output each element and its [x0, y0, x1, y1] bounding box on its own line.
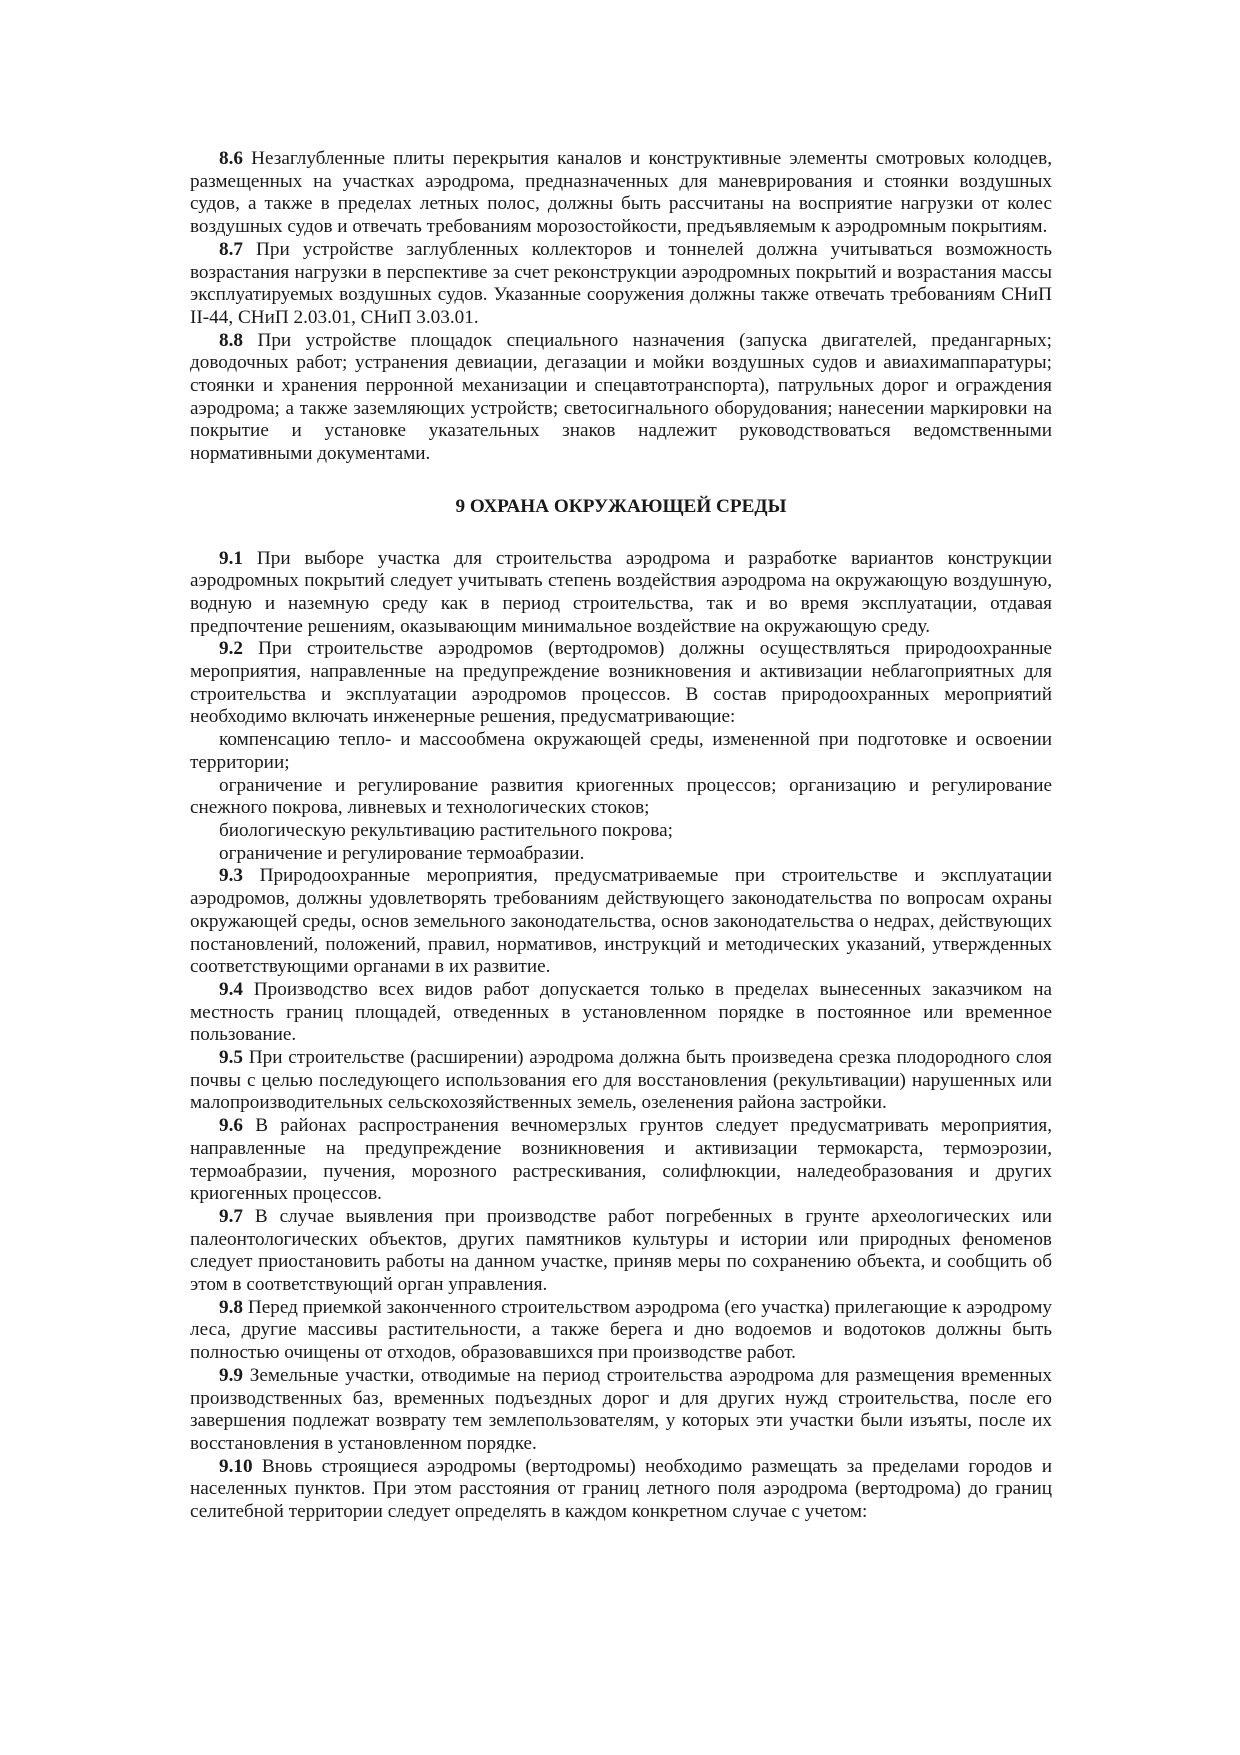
clause-number: 8.8 [219, 329, 243, 351]
clause-text: Производство всех видов работ допускается только в пределах вынесенных заказчиком на местность границ площадей, отведенных в установленном порядке в постоянное или временное пользование. [190, 978, 1053, 1046]
clause-8-6 [190, 148, 1052, 239]
clause-text: Незаглубленные плиты перекрытия каналов и конструктивные элементы смотровых колодцев, размещенных на участках аэродрома, предназначенных для маневрирования и стоянки воздушных судов, а также в пределах летных полос, должны быть рассчитаны на восприятие нагрузки от колес воздушных судов и отвечать требованиям морозостойкости, предъявляемым к аэродромным покрытиям. [190, 148, 1052, 238]
clause-text: При устройстве площадок специального назначения (запуска двигателей, предангарных; доводочных работ; устранения девиации, дегазации и мойки воздушных судов и авиахимаппаратуры; стоянки и хранения перронной механизации и спецавтотранспорта), патрульных дорог и ограждения аэродрома; а также заземляющих устройств; светосигнального оборудования; нанесении маркировки на покрытие и установке указательных знаков надлежит руководствоваться ведомственными нормативными документами. [190, 329, 1053, 465]
clause-text: Вновь строящиеся аэродромы (вертодромы) необходимо размещать за пределами городов и населенных пунктов. При этом расстояния от границ летного поля аэродрома (вертодрома) до границ селитебной территории следует определять в каждом конкретном случае с учетом: [190, 1455, 1053, 1523]
list-item: биологическую рекультивацию растительного покрова; [219, 819, 673, 841]
clause-9-6 [190, 1115, 1052, 1206]
clause-text: В случае выявления при производстве работ погребенных в грунте археологических или палеонтологических объектов, других памятников культуры и истории или природных феноменов следует приостановить работы на данном участке, приняв меры по сохранению объекта, и сообщить об этом в соответствующий орган управления. [190, 1205, 1052, 1296]
clause-text: При устройстве заглубленных коллекторов и тоннелей должна учитываться возможность возрастания нагрузки в перспективе за счет реконструкции аэродромных покрытий и возрастания массы эксплуатируемых воздушных судов. Указанные сооружения должны также отвечать требованиям СНиП II-44, СНиП 2.03.01, СНиП 3.03.01. [190, 238, 1053, 328]
document-page [190, 148, 1052, 1524]
clause-9-7 [190, 1206, 1052, 1297]
clause-9-8 [190, 1297, 1052, 1365]
clause-number: 9.9 [219, 1364, 243, 1386]
clause-9-4 [190, 979, 1052, 1047]
clause-9-10 [190, 1456, 1052, 1524]
clause-number: 9.6 [219, 1115, 243, 1137]
clause-text: При выборе участка для строительства аэродрома и разработке вариантов конструкции аэродромных покрытий следует учитывать степень воздействия аэродрома на окружающую воздушную, водную и наземную среду как в период строительства, так и во время эксплуатации, отдавая предпочтение решениям, оказывающим минимальное воздействие на окружающую среду. [190, 547, 1052, 637]
clause-number: 8.6 [219, 148, 243, 169]
clause-text: При строительстве (расширении) аэродрома должна быть произведена срезка плодородного слоя почвы с целью последующего использования его для восстановления (рекультивации) нарушенных или малопроизводительных сельскохозяйственных земель, озеленения района застройки. [190, 1047, 1053, 1114]
clause-9-3 [190, 865, 1052, 979]
clause-9-1 [190, 548, 1052, 639]
clause-text: В районах распространения вечномерзлых грунтов следует предусматривать мероприятия, направленные на предупреждение возникновения и активизации термокарста, термоэрозии, термоабразии, пучения, морозного растрескивания, солифлюкции, наледеобразования и других криогенных процессов. [190, 1115, 1052, 1205]
clause-9-2 [190, 638, 1052, 729]
clause-text: Земельные участки, отводимые на период строительства аэродрома для размещения временных производственных баз, временных подъездных дорог и для других нужд строительства, после его завершения подлежат возврату тем землепользователям, у которых эти участки были изъяты, после их восстановления в установленном порядке. [190, 1364, 1053, 1454]
section-heading: 9 ОХРАНА ОКРУЖАЮЩЕЙ СРЕДЫ [455, 495, 787, 517]
clause-number: 9.5 [219, 1047, 243, 1069]
clause-9-9 [190, 1365, 1052, 1456]
clause-number: 9.2 [219, 638, 243, 660]
list-item: компенсацию тепло- и массообмена окружающей среды, измененной при подготовке и освоении территории; [190, 729, 1052, 773]
clause-text: Природоохранные мероприятия, предусматриваемые при строительстве и эксплуатации аэродромов, должны удовлетворять требованиям действующего законодательства по вопросам охраны окружающей среды, основ земельного законодательства, основ законодательства о недрах, действующих постановлений, положений, правил, нормативов, инструкций и методических указаний, утвержденных соответствующими органами в их развитие. [190, 865, 1052, 978]
clause-text: Перед приемкой законченного строительством аэродрома (его участка) прилегающие к аэродрому леса, другие массивы растительности, а также берега и дно водоемов и водотоков должны быть полностью очищены от отходов, образовавшихся при производстве работ. [190, 1296, 1052, 1364]
list-item: ограничение и регулирование термоабразии. [219, 842, 585, 864]
clause-8-8 [190, 330, 1052, 466]
clause-number: 9.8 [219, 1296, 243, 1318]
clause-number: 9.10 [219, 1455, 253, 1477]
clause-number: 9.7 [219, 1205, 243, 1227]
clause-number: 9.1 [219, 547, 243, 569]
list-item: ограничение и регулирование развития криогенных процессов; организацию и регулирование снежного покрова, ливневых и технологических стоков; [190, 774, 1052, 819]
clause-8-7 [190, 239, 1052, 330]
clause-9-5 [190, 1047, 1052, 1115]
clause-text: При строительстве аэродромов (вертодромов) должны осуществляться природоохранные мероприятия, направленные на предупреждение возникновения и активизации неблагоприятных для строительства и эксплуатации аэродромов процессов. В состав природоохранных мероприятий необходимо включать инженерные решения, предусматривающие: [190, 638, 1052, 728]
clause-number: 9.4 [219, 978, 243, 1000]
clause-number: 8.7 [219, 238, 243, 260]
clause-number: 9.3 [219, 865, 243, 887]
